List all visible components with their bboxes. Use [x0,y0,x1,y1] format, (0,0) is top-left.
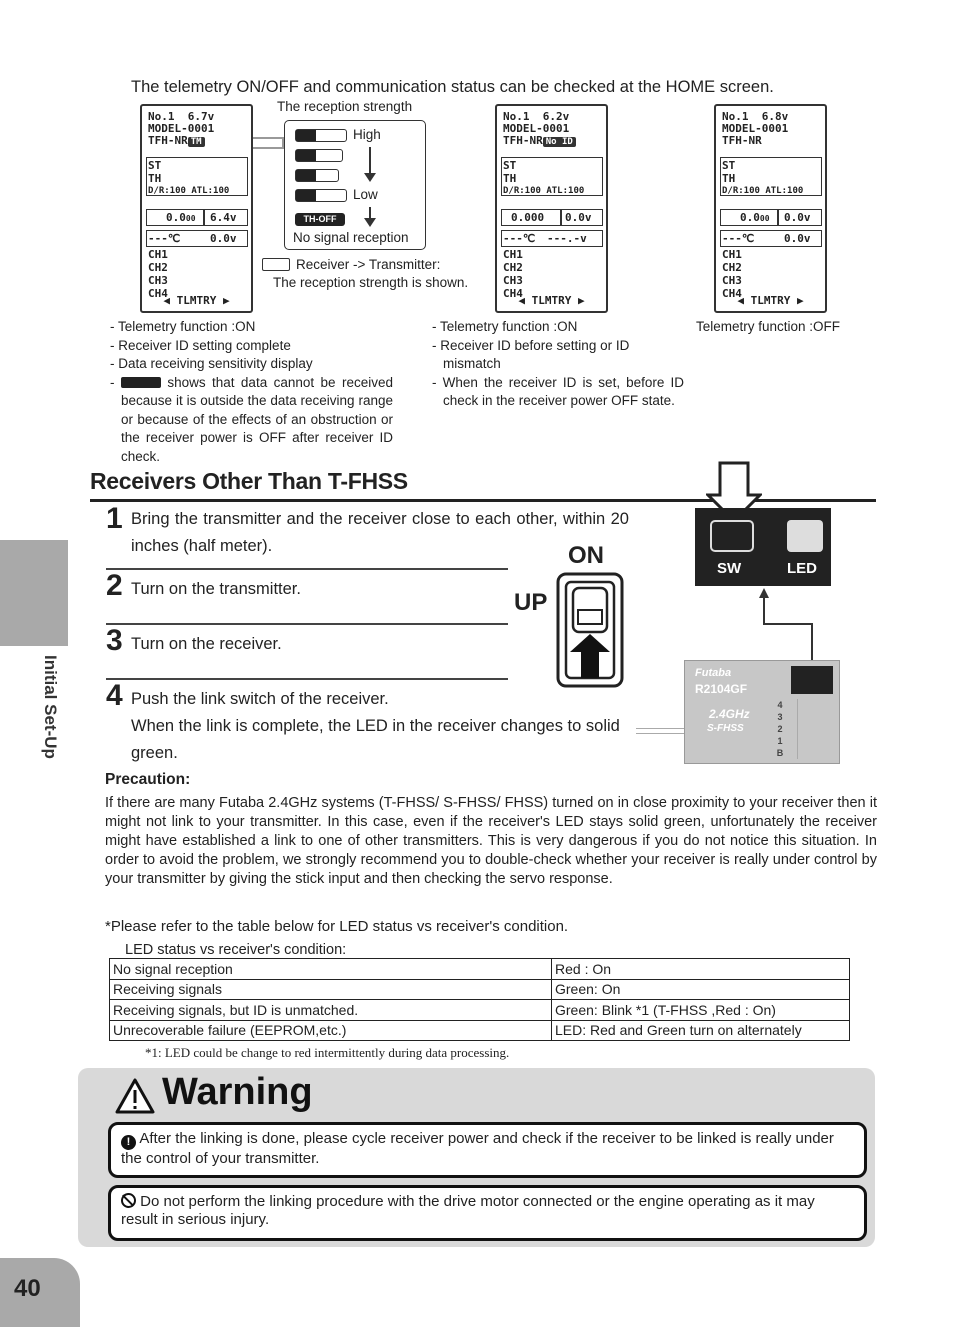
link-switch-button [710,520,754,552]
warning-item-prohibited: Do not perform the linking procedure with the drive motor connected or the engine operating as it may result in serious injury. [108,1185,867,1241]
signal-high-icon [295,129,347,142]
signal-low-mid-icon [295,169,339,182]
footnote: *1: LED could be change to red intermittently during data processing. [145,1045,510,1060]
th-off-icon: TH-OFF [295,213,345,226]
legend-note-1: Receiver -> Transmitter: [296,257,441,272]
table-row: Unrecoverable failure (EEPROM,etc.) LED: Red and Green turn on alternately [110,1020,850,1041]
list-item: - Telemetry function :ON [432,319,578,334]
step-2-number: 2 [106,569,123,602]
column-2-notes [432,318,684,411]
prohibited-icon [121,1193,136,1208]
step-4-text: Push the link switch of the receiver. [131,690,389,708]
page-number: 40 [0,1258,80,1327]
legend-connector [253,137,284,149]
switch-on-label: ON [568,542,604,569]
table-caption: LED status vs receiver's condition: [125,942,347,958]
signal-low-icon [295,189,347,202]
section-title: Receivers Other Than T-FHSS [90,468,408,494]
list-item: - When the receiver ID is set, before ID check in the receiver power OFF state. [432,374,685,408]
receiver-unit: Futaba R2104GF 2.4GHz S-FHSS 4 3 2 1 B [684,660,840,764]
antenna-wire [636,728,684,734]
step-divider [106,623,508,625]
step-3-number: 3 [106,624,123,657]
step-4-subtext: When the link is complete, the LED in the receiver changes to solid green. [131,717,620,762]
warning-item-caution: ! After the linking is done, please cycle receiver power and check if the receiver to be linked is really under the control of your transmitter. [108,1122,867,1178]
precaution-heading: Precaution: [105,771,191,788]
warning-triangle-icon [115,1078,155,1114]
legend-heading: The reception strength [277,99,413,114]
table-row: No signal reception Red : On [110,959,850,980]
led-status-table [109,958,850,1041]
section-tab [0,540,68,646]
step-2-text: Turn on the transmitter. [131,580,301,598]
signal-mid-icon [295,149,343,162]
lcd-screen-no-id: No.1 6.2v MODEL-0001 TFH-NR No ID ST TH D/R:100 ATL:100 0.000 0.0v ---℃ ---.-v CH1 CH2 CH3 CH4 ◀ TLMTRY ▶ [495,104,608,313]
tm-badge: TM [188,137,205,147]
step-3-text: Turn on the receiver. [131,635,282,653]
warning-title: Warning [162,1071,313,1113]
legend-note-2: The reception strength is shown. [273,275,469,290]
table-row: Receiving signals Green: On [110,979,850,1000]
exclamation-icon: ! [121,1135,136,1150]
list-item: - Data receiving sensitivity display [110,356,313,371]
list-item: - Receiver ID setting complete [110,337,291,353]
receiver-switch-panel: SW LED [695,508,831,586]
lcd-screen-telemetry-on: No.1 6.7v MODEL-0001 TFH-NR TM ST TH D/R:100 ATL:100 0.000 6.4v ---℃ 0.0v CH1 CH2 CH3 CH4 ◀ TLMTRY ▶ [140,104,253,313]
list-item: - Telemetry function :ON [110,319,256,334]
power-switch-diagram [556,572,624,688]
step-4-number: 4 [106,679,123,712]
step-1-text: Bring the transmitter and the receiver close to each other, within 20 inches (half meter). [131,510,629,555]
step-divider [106,678,508,680]
table-reference-note: *Please refer to the table below for LED status vs receiver's condition. [105,918,569,935]
led-indicator [787,520,823,552]
column-1-notes [110,318,393,466]
precaution-text: If there are many Futaba 2.4GHz systems (T-FHSS/ S-FHSS/ FHSS) turned on in close proximity to your receiver then it might not link to your transmitter. In this case, even if the receiver's LED stays solid green, unfortunately the receiver might have established a link to one of other transmitters. This is very dangerous if you do not notice this situation. In order to avoid the problem, we strongly recommend you to double-check whether your receiver is really under control by your transmitter by giving the stick input and then checking the servo response. [105,795,877,887]
column-3-note: Telemetry function :OFF [696,319,841,334]
lcd-screen-telemetry-off: No.1 6.8v MODEL-0001 TFH-NR ST TH D/R:100 ATL:100 0.000 0.0v ---℃ 0.0v CH1 CH2 CH3 CH4 ◀ TLMTRY ▶ [714,104,827,313]
signal-strength-icon [262,258,290,271]
list-item: - Receiver ID before setting or ID mismatch [432,337,630,371]
section-label: Initial Set-Up [41,655,60,759]
th-off-icon [121,377,161,388]
list-item: - shows that data cannot be received because it is outside the data receiving range or because of the effects of an obstruction or the receiver power is OFF after receiver ID check. [110,374,393,464]
no-id-badge: No ID [543,137,576,147]
step-1-number: 1 [106,502,123,535]
step-divider [106,568,508,570]
table-row: Receiving signals, but ID is unmatched. Green: Blink *1 (T-FHSS ,Red : On) [110,1000,850,1021]
switch-up-label: UP [514,589,548,616]
reception-strength-legend: High Low TH-OFF No signal reception [284,120,426,250]
intro-text: The telemetry ON/OFF and communication status can be checked at the HOME screen. [131,78,774,96]
